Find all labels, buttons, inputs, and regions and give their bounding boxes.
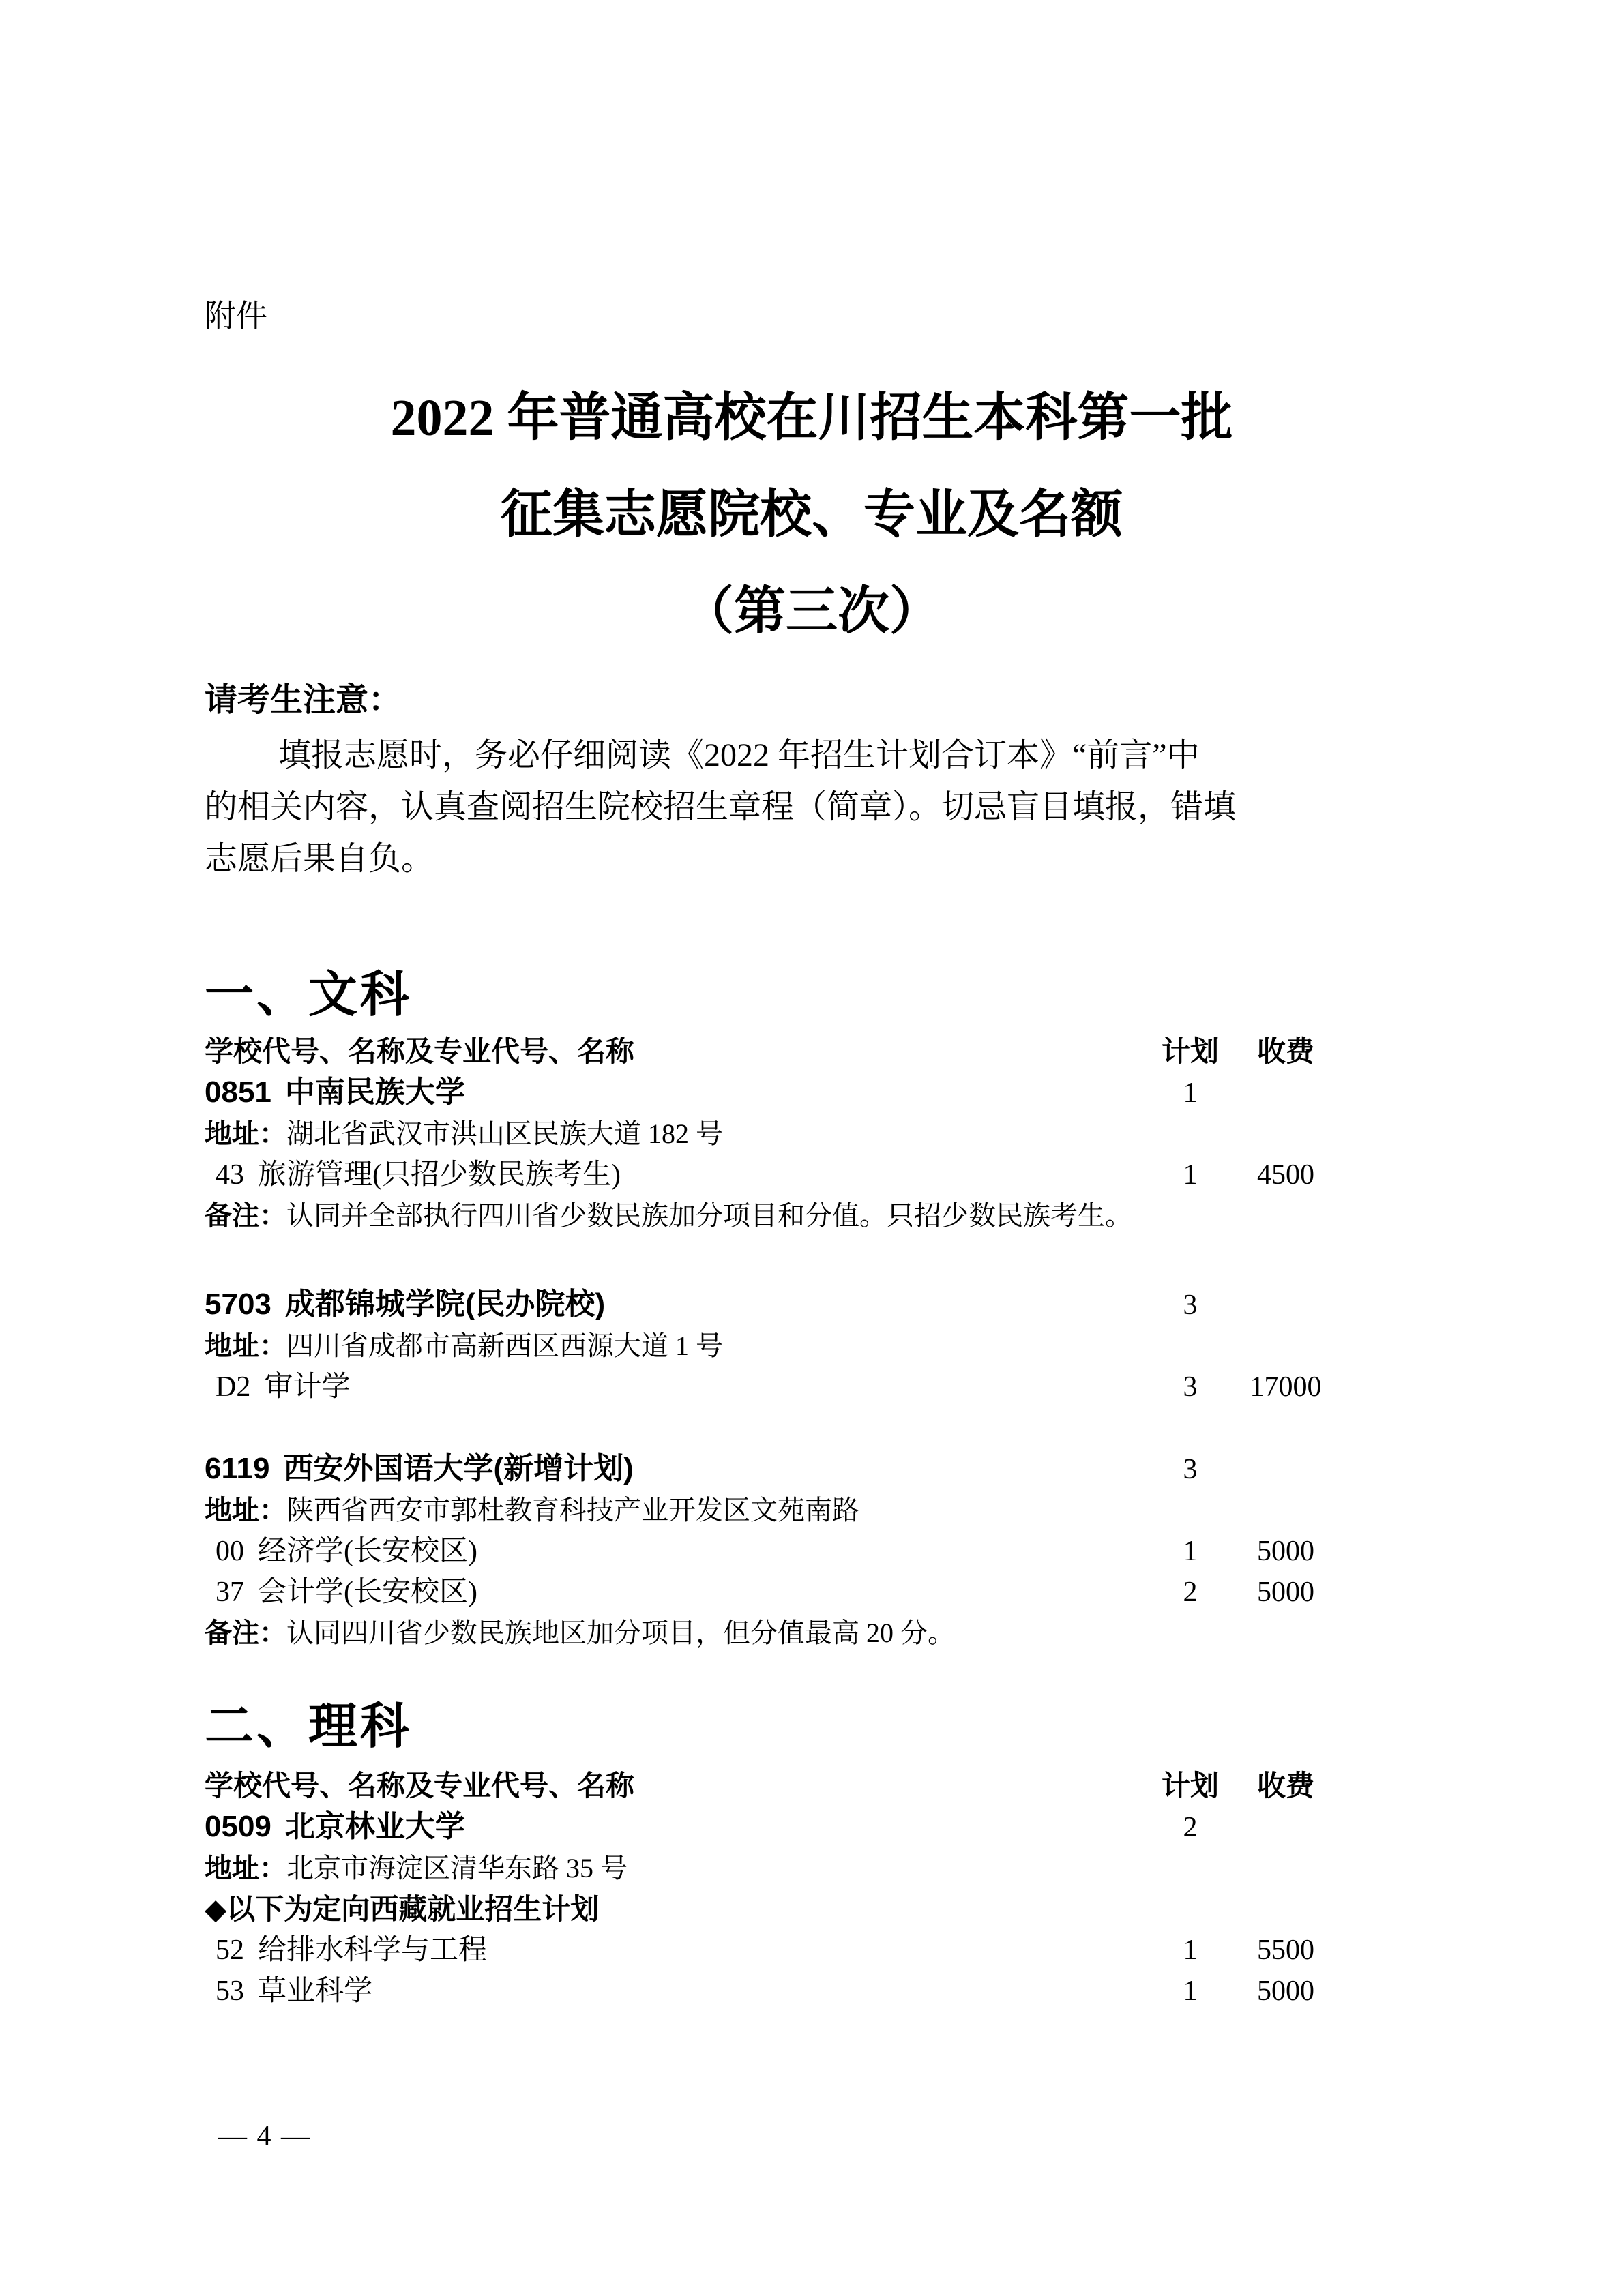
major-code-name xyxy=(205,1572,1153,1613)
note-label: 备注： xyxy=(205,1618,286,1648)
school-row xyxy=(205,1072,1419,1114)
page-content xyxy=(205,299,1419,2153)
notice-block xyxy=(205,681,1419,885)
attachment-label: 附件 xyxy=(205,299,267,333)
note-row xyxy=(205,1195,1419,1236)
major-row xyxy=(205,1154,1419,1195)
school-block-5703 xyxy=(205,1284,1419,1407)
school-code: 6119 xyxy=(205,1452,270,1485)
notice-heading: 请考生注意： xyxy=(205,682,402,718)
title-line-3: （第三次） xyxy=(682,583,941,640)
address-text: 湖北省武汉市洪山区民族大道 182 号 xyxy=(286,1118,723,1149)
address-row xyxy=(205,1114,1419,1154)
column-header-school: 学校代号、名称及专业代号、名称 xyxy=(205,1770,635,1802)
school-address xyxy=(205,1114,1344,1154)
section-heading: 二、理科 xyxy=(205,1699,413,1754)
major-code-name xyxy=(205,1930,1153,1971)
school-block-6119 xyxy=(205,1448,1419,1654)
school-block-0509 xyxy=(205,1806,1419,2012)
section-liberal-arts xyxy=(205,966,1419,1654)
major-row xyxy=(205,1367,1419,1407)
school-note xyxy=(205,1195,1344,1236)
school-block-0851 xyxy=(205,1072,1419,1236)
title-line-1: 2022 年普通高校在川招生本科第一批 xyxy=(390,389,1233,447)
major-plan: 1 xyxy=(1183,1536,1198,1567)
document-title xyxy=(205,370,1419,660)
school-plan: 2 xyxy=(1183,1812,1198,1843)
notice-line: 填报志愿时，务必仔细阅读《2022 年招生计划合订本》“前言”中 xyxy=(278,737,1200,773)
major-fee: 4500 xyxy=(1257,1159,1314,1191)
note-row xyxy=(205,1613,1419,1654)
column-header-school: 学校代号、名称及专业代号、名称 xyxy=(205,1035,635,1067)
school-code: 0509 xyxy=(205,1810,271,1843)
major-row xyxy=(205,1572,1419,1613)
note-text: 认同并全部执行四川省少数民族加分项目和分值。只招少数民族考生。 xyxy=(286,1200,1132,1231)
address-row xyxy=(205,1326,1419,1367)
group-note-text: ◆以下为定向西藏就业招生计划 xyxy=(205,1893,600,1925)
address-label: 地址： xyxy=(205,1853,286,1883)
major-plan: 2 xyxy=(1183,1577,1198,1608)
major-row xyxy=(205,1930,1419,1971)
major-fee: 5500 xyxy=(1257,1935,1314,1966)
major-fee: 17000 xyxy=(1250,1371,1322,1403)
major-code: 52 xyxy=(216,1935,244,1966)
major-fee: 5000 xyxy=(1257,1536,1314,1567)
major-name: 旅游管理(只招少数民族考生) xyxy=(258,1159,621,1191)
major-code: 53 xyxy=(216,1976,244,2007)
note-label: 备注： xyxy=(205,1201,286,1231)
major-code-name xyxy=(205,1531,1153,1572)
address-row xyxy=(205,1490,1419,1531)
school-plan: 1 xyxy=(1183,1077,1198,1109)
title-line-2: 征集志愿院校、专业及名额 xyxy=(501,486,1123,543)
address-label: 地址： xyxy=(205,1495,286,1525)
major-row xyxy=(205,1531,1419,1572)
notice-line: 的相关内容，认真查阅招生院校招生章程（简章）。切忌盲目填报，错填 xyxy=(205,789,1237,825)
school-name: 西安外国语大学(新增计划) xyxy=(283,1452,634,1485)
table-header-row xyxy=(205,1031,1419,1072)
school-code-name xyxy=(205,1072,1153,1113)
school-code-name xyxy=(205,1448,1153,1489)
column-header-plan: 计划 xyxy=(1161,1035,1219,1067)
school-plan: 3 xyxy=(1183,1454,1198,1485)
major-code: 43 xyxy=(216,1159,244,1191)
major-code-name xyxy=(205,1154,1153,1195)
section-science xyxy=(205,1697,1419,2012)
school-name: 中南民族大学 xyxy=(284,1075,465,1109)
address-row xyxy=(205,1848,1419,1889)
school-note xyxy=(205,1613,1344,1654)
address-label: 地址： xyxy=(205,1331,286,1361)
address-text: 陕西省西安市郭杜教育科技产业开发区文苑南路 xyxy=(286,1495,859,1525)
major-fee: 5000 xyxy=(1257,1976,1314,2007)
school-name: 成都锦城学院(民办院校) xyxy=(284,1287,606,1321)
major-name: 草业科学 xyxy=(258,1976,373,2007)
major-plan: 3 xyxy=(1183,1371,1198,1403)
school-plan: 3 xyxy=(1183,1289,1198,1321)
major-plan: 1 xyxy=(1183,1935,1198,1966)
school-address xyxy=(205,1848,1344,1889)
address-label: 地址： xyxy=(205,1119,286,1149)
major-code: 37 xyxy=(216,1577,244,1608)
column-header-fee: 收费 xyxy=(1256,1035,1314,1067)
major-name: 审计学 xyxy=(264,1371,351,1403)
major-plan: 1 xyxy=(1183,1976,1198,2007)
page-number: — 4 — xyxy=(218,2121,311,2152)
notice-line: 志愿后果自负。 xyxy=(205,841,434,877)
school-row xyxy=(205,1284,1419,1326)
school-code: 5703 xyxy=(205,1287,271,1321)
major-code-name xyxy=(205,1971,1153,2012)
school-row xyxy=(205,1448,1419,1490)
major-name: 会计学(长安校区) xyxy=(258,1577,477,1608)
major-code-name xyxy=(205,1367,1153,1407)
column-header-plan: 计划 xyxy=(1161,1770,1219,1802)
school-name: 北京林业大学 xyxy=(284,1810,465,1843)
school-address xyxy=(205,1326,1344,1367)
table-header-row xyxy=(205,1765,1419,1806)
section-heading: 一、文科 xyxy=(205,968,413,1022)
major-row xyxy=(205,1971,1419,2012)
column-header-fee: 收费 xyxy=(1256,1770,1314,1802)
major-name: 经济学(长安校区) xyxy=(258,1536,477,1567)
major-plan: 1 xyxy=(1183,1159,1198,1191)
school-code: 0851 xyxy=(205,1075,271,1109)
school-code-name xyxy=(205,1806,1153,1847)
school-code-name xyxy=(205,1284,1153,1325)
note-text: 认同四川省少数民族地区加分项目，但分值最高 20 分。 xyxy=(286,1617,955,1648)
major-code: 00 xyxy=(216,1536,244,1567)
group-note-row xyxy=(205,1889,1419,1930)
school-address xyxy=(205,1490,1344,1531)
major-code: D2 xyxy=(216,1371,251,1403)
major-fee: 5000 xyxy=(1257,1577,1314,1608)
address-text: 四川省成都市高新西区西源大道 1 号 xyxy=(286,1330,723,1361)
address-text: 北京市海淀区清华东路 35 号 xyxy=(286,1853,628,1883)
major-name: 给排水科学与工程 xyxy=(258,1935,488,1966)
school-row xyxy=(205,1806,1419,1848)
